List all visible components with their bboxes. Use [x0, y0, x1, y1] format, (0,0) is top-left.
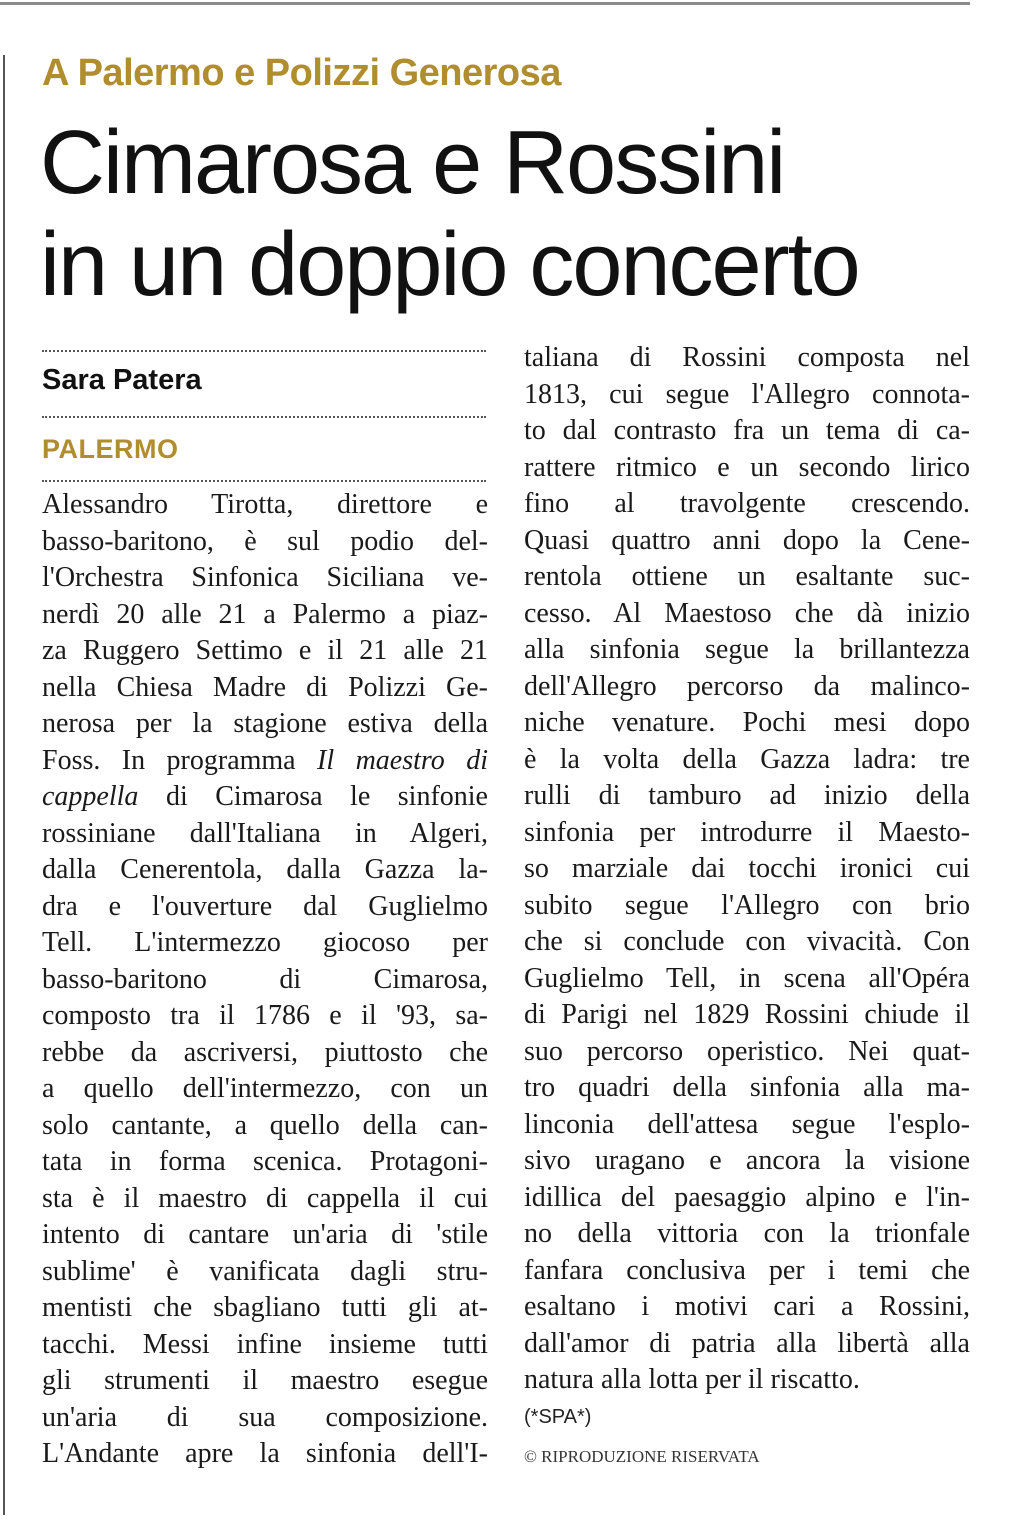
text-line: dalla Cenerentola, dalla Gazza la- [42, 854, 488, 885]
text-line: rossiniane dall'Italiana in Algeri, [42, 817, 488, 849]
headline-line: Cimarosa e Rossini [40, 113, 785, 213]
text-line: sublime' è vanificata dagli stru- [42, 1255, 488, 1287]
text-line: rattere ritmico e un secondo lirico [524, 451, 970, 483]
text-line: za Ruggero Settimo e il 21 alle 21 [42, 635, 488, 666]
text-segment: di Cimarosa le sinfonie [138, 781, 488, 812]
text-line: alla sinfonia segue la brillantezza [524, 634, 970, 665]
article-column-1 [42, 487, 488, 1473]
dateline-location: PALERMO [42, 434, 179, 464]
text-line: nella Chiesa Madre di Polizzi Ge- [42, 671, 488, 703]
text-line: composto tra il 1786 e il '93, sa- [42, 1000, 488, 1031]
text-line: un'aria di sua composizione. [42, 1401, 488, 1433]
text-line: cesso. Al Maestoso che dà inizio [524, 597, 970, 629]
text-line: esaltano i motivi cari a Rossini, [524, 1291, 970, 1322]
text-line: l'Orchestra Sinfonica Siciliana ve- [42, 562, 488, 593]
text-line: mentisti che sbagliano tutti gli at- [42, 1292, 488, 1323]
dotted-divider [42, 416, 486, 418]
text-line: Tell. L'intermezzo giocoso per [42, 927, 488, 958]
text-line: L'Andante apre la sinfonia dell'I- [42, 1438, 488, 1469]
text-line: sinfonia per introdurre il Maesto- [524, 816, 970, 848]
left-rule [3, 55, 5, 1515]
text-line: dell'Allegro percorso da malinco- [524, 670, 970, 702]
text-line: che si conclude con vivacità. Con [524, 926, 970, 957]
text-line: di Parigi nel 1829 Rossini chiude il [524, 999, 970, 1030]
text-line: fanfara conclusiva per i temi che [524, 1254, 970, 1286]
article-column-2 [524, 340, 970, 1399]
text-line: rentola ottiene un esaltante suc- [524, 561, 970, 592]
text-line: a quello dell'intermezzo, con un [42, 1073, 488, 1104]
text-line: dra e l'ouverture dal Guglielmo [42, 890, 488, 922]
text-line: Quasi quattro anni dopo la Cene- [524, 524, 970, 556]
text-line: sta è il maestro di cappella il cui [42, 1182, 488, 1214]
author-byline: Sara Patera [42, 364, 202, 396]
text-line [42, 779, 488, 816]
text-line: taliana di Rossini composta nel [524, 342, 970, 373]
signature: (*SPA*) [524, 1406, 592, 1428]
text-line: linconia dell'attesa segue l'esplo- [524, 1108, 970, 1140]
text-line: basso-baritono, è sul podio del- [42, 525, 488, 557]
copyright-notice: © RIPRODUZIONE RISERVATA [524, 1447, 760, 1466]
text-line: Alessandro Tirotta, direttore e [42, 489, 488, 520]
text-line: no della vittoria con la trionfale [524, 1218, 970, 1249]
text-line: tro quadri della sinfonia alla ma- [524, 1072, 970, 1103]
dotted-divider [42, 350, 486, 352]
kicker: A Palermo e Polizzi Generosa [42, 52, 561, 94]
text-line: natura alla lotta per il riscatto. [524, 1364, 860, 1395]
text-line: niche venature. Pochi mesi dopo [524, 707, 970, 738]
headline-line: in un doppio concerto [40, 215, 859, 315]
text-line: tacchi. Messi infine insieme tutti [42, 1328, 488, 1360]
text-line: nerosa per la stagione estiva della [42, 708, 488, 739]
dotted-divider [42, 480, 486, 482]
text-line: suo percorso operistico. Nei quat- [524, 1035, 970, 1067]
text-line: subito segue l'Allegro con brio [524, 889, 970, 921]
text-line: idillica del paesaggio alpino e l'in- [524, 1181, 970, 1213]
text-line: rulli di tamburo ad inizio della [524, 780, 970, 811]
top-rule [0, 2, 970, 5]
text-line: Guglielmo Tell, in scena all'Opéra [524, 962, 970, 994]
text-line: sivo uragano e ancora la visione [524, 1145, 970, 1176]
text-line: intento di cantare un'aria di 'stile [42, 1219, 488, 1250]
text-line: è la volta della Gazza ladra: tre [524, 743, 970, 775]
text-line: 1813, cui segue l'Allegro connota- [524, 378, 970, 410]
text-line: rebbe da ascriversi, piuttosto che [42, 1036, 488, 1068]
text-line: nerdì 20 alle 21 a Palermo a piaz- [42, 598, 488, 630]
text-line: fino al travolgente crescendo. [524, 488, 970, 519]
text-line: dall'amor di patria alla libertà alla [524, 1327, 970, 1359]
italic-title: cappella [42, 781, 139, 812]
text-line [42, 743, 488, 780]
text-line: basso-baritono di Cimarosa, [42, 963, 488, 995]
text-segment: Foss. In programma [42, 744, 318, 776]
text-line: to dal contrasto fra un tema di ca- [524, 415, 970, 446]
headline [40, 112, 980, 316]
text-line: tata in forma scenica. Protagoni- [42, 1146, 488, 1177]
text-line: solo cantante, a quello della can- [42, 1109, 488, 1141]
text-line: so marziale dai tocchi ironici cui [524, 853, 970, 884]
italic-title: Il maestro di [317, 744, 488, 776]
text-line: gli strumenti il maestro esegue [42, 1365, 488, 1396]
